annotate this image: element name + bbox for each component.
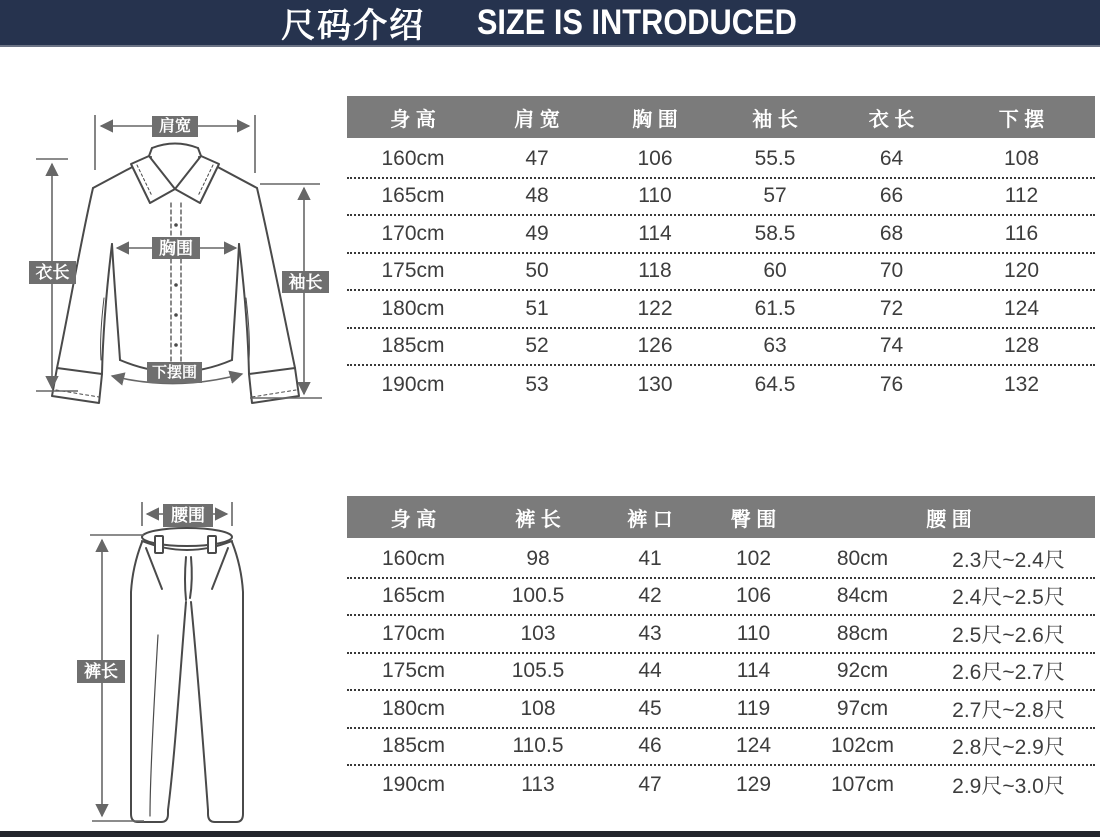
table-cell: 180cm bbox=[381, 696, 446, 720]
table-row bbox=[347, 329, 1095, 367]
table-cell: 57 bbox=[763, 184, 787, 208]
table-cell: 41 bbox=[638, 546, 662, 570]
table-row bbox=[347, 616, 1095, 654]
table-row bbox=[347, 766, 1095, 804]
table-cell: 118 bbox=[638, 259, 672, 283]
table-cell: 190cm bbox=[381, 372, 445, 396]
table-cell: 53 bbox=[525, 372, 549, 396]
table-cell: 70 bbox=[879, 259, 904, 283]
table-cell: 185cm bbox=[381, 734, 446, 758]
table-cell: 2.8尺~2.9尺 bbox=[952, 736, 1065, 760]
table-cell: 128 bbox=[1003, 334, 1040, 358]
table-cell: 48 bbox=[525, 184, 549, 208]
table-cell: 105.5 bbox=[511, 659, 565, 683]
table-cell: 2.3尺~2.4尺 bbox=[952, 548, 1065, 572]
shirt-table-header bbox=[347, 96, 1095, 138]
table-header-cell: 身 高 bbox=[390, 108, 436, 131]
table-cell: 120 bbox=[1003, 259, 1040, 283]
table-cell: 106 bbox=[735, 584, 772, 608]
table-header-cell: 身 高 bbox=[390, 508, 437, 531]
table-cell: 44 bbox=[638, 659, 662, 683]
table-cell: 165cm bbox=[381, 184, 445, 208]
waist-label: 腰围 bbox=[163, 504, 213, 527]
table-cell: 130 bbox=[637, 372, 673, 396]
table-row bbox=[347, 691, 1095, 729]
table-cell: 100.5 bbox=[511, 584, 565, 608]
table-cell: 76 bbox=[879, 372, 904, 396]
table-cell: 175cm bbox=[381, 659, 446, 683]
table-row bbox=[347, 579, 1095, 617]
table-cell: 2.6尺~2.7尺 bbox=[952, 661, 1065, 685]
table-header-cell: 腰 围 bbox=[926, 508, 972, 531]
table-cell: 160cm bbox=[381, 146, 445, 170]
table-cell: 43 bbox=[638, 621, 662, 645]
table-cell: 2.4尺~2.5尺 bbox=[952, 586, 1065, 610]
table-cell: 97cm bbox=[836, 696, 889, 720]
sleeve-length-label: 袖长 bbox=[282, 271, 329, 293]
table-cell: 66 bbox=[879, 184, 904, 208]
table-header-cell: 下 摆 bbox=[998, 108, 1045, 131]
table-cell: 103 bbox=[520, 621, 556, 645]
table-cell: 61.5 bbox=[754, 296, 796, 320]
table-header-cell: 裤 口 bbox=[627, 508, 673, 531]
table-row bbox=[347, 291, 1095, 329]
table-cell: 110.5 bbox=[512, 734, 564, 758]
table-cell: 84cm bbox=[836, 584, 889, 608]
table-cell: 74 bbox=[879, 334, 904, 358]
table-cell: 116 bbox=[1004, 221, 1039, 245]
table-cell: 165cm bbox=[381, 584, 446, 608]
table-cell: 170cm bbox=[381, 221, 445, 245]
table-cell: 88cm bbox=[836, 621, 889, 645]
table-cell: 92cm bbox=[836, 659, 889, 683]
table-cell: 190cm bbox=[381, 772, 446, 796]
table-cell: 50 bbox=[525, 259, 549, 283]
table-cell: 124 bbox=[1003, 296, 1040, 320]
table-cell: 49 bbox=[525, 221, 549, 245]
table-cell: 160cm bbox=[381, 546, 446, 570]
table-cell: 2.7尺~2.8尺 bbox=[952, 698, 1065, 722]
table-row bbox=[347, 216, 1095, 254]
table-header-cell: 臀 围 bbox=[730, 508, 777, 531]
table-cell: 119 bbox=[736, 696, 771, 720]
garment-length-label: 衣长 bbox=[29, 261, 76, 284]
table-cell: 114 bbox=[638, 221, 672, 245]
table-cell: 63 bbox=[763, 334, 787, 358]
table-cell: 110 bbox=[638, 184, 672, 208]
pants-line-art bbox=[131, 528, 243, 822]
table-row bbox=[347, 254, 1095, 292]
pants-table-body bbox=[347, 541, 1095, 804]
bottom-section-divider bbox=[0, 831, 1100, 837]
table-cell: 129 bbox=[735, 772, 772, 796]
table-cell: 126 bbox=[637, 334, 673, 358]
table-cell: 45 bbox=[638, 696, 662, 720]
table-cell: 112 bbox=[1004, 184, 1039, 208]
table-row bbox=[347, 366, 1095, 404]
table-header-cell: 衣 长 bbox=[868, 108, 915, 131]
table-cell: 132 bbox=[1003, 372, 1040, 396]
table-cell: 47 bbox=[638, 772, 662, 796]
table-cell: 175cm bbox=[381, 259, 445, 283]
shoulder-width-label: 肩宽 bbox=[152, 116, 198, 137]
table-cell: 107cm bbox=[830, 772, 895, 796]
table-cell: 170cm bbox=[381, 621, 446, 645]
table-header-cell: 胸 围 bbox=[632, 108, 678, 131]
table-row bbox=[347, 654, 1095, 692]
page-title-zh: 尺码介绍 bbox=[281, 7, 426, 45]
table-cell: 102cm bbox=[830, 734, 895, 758]
table-cell: 106 bbox=[637, 146, 673, 170]
table-cell: 55.5 bbox=[754, 146, 796, 170]
table-row bbox=[347, 141, 1095, 179]
table-cell: 185cm bbox=[381, 334, 445, 358]
table-cell: 64.5 bbox=[754, 372, 796, 396]
table-cell: 2.5尺~2.6尺 bbox=[952, 623, 1065, 647]
hem-circumference-label: 下摆围 bbox=[147, 362, 202, 383]
table-cell: 60 bbox=[763, 259, 787, 283]
pants-size-table bbox=[347, 496, 1095, 804]
pants-length-label: 裤长 bbox=[77, 660, 125, 683]
table-cell: 58.5 bbox=[754, 221, 796, 245]
table-cell: 180cm bbox=[381, 296, 445, 320]
table-cell: 64 bbox=[879, 146, 904, 170]
table-cell: 108 bbox=[1003, 146, 1040, 170]
table-cell: 114 bbox=[736, 659, 771, 683]
chest-label: 胸围 bbox=[152, 237, 200, 259]
title-bar bbox=[0, 0, 1100, 47]
table-header-cell: 肩 宽 bbox=[514, 108, 560, 131]
table-cell: 42 bbox=[638, 584, 662, 608]
pants-table-header bbox=[347, 496, 1095, 538]
table-header-cell: 袖 长 bbox=[752, 108, 798, 131]
shirt-table-body bbox=[347, 141, 1095, 404]
page-title-en: SIZE IS INTRODUCED bbox=[476, 2, 797, 42]
table-cell: 124 bbox=[735, 734, 772, 758]
table-cell: 46 bbox=[638, 734, 662, 758]
table-cell: 2.9尺~3.0尺 bbox=[952, 774, 1065, 798]
table-row bbox=[347, 179, 1095, 217]
table-cell: 108 bbox=[520, 696, 556, 720]
table-cell: 47 bbox=[525, 146, 549, 170]
table-header-cell: 裤 长 bbox=[515, 508, 561, 531]
table-cell: 102 bbox=[735, 546, 772, 570]
table-cell: 80cm bbox=[836, 546, 889, 570]
table-cell: 122 bbox=[637, 296, 673, 320]
table-cell: 51 bbox=[525, 296, 549, 320]
table-row bbox=[347, 541, 1095, 579]
table-cell: 68 bbox=[879, 221, 904, 245]
table-cell: 110 bbox=[736, 621, 771, 645]
shirt-size-table bbox=[347, 96, 1095, 404]
table-cell: 98 bbox=[526, 546, 550, 570]
table-cell: 52 bbox=[525, 334, 549, 358]
table-cell: 72 bbox=[879, 296, 904, 320]
table-cell: 113 bbox=[521, 772, 555, 796]
table-row bbox=[347, 729, 1095, 767]
